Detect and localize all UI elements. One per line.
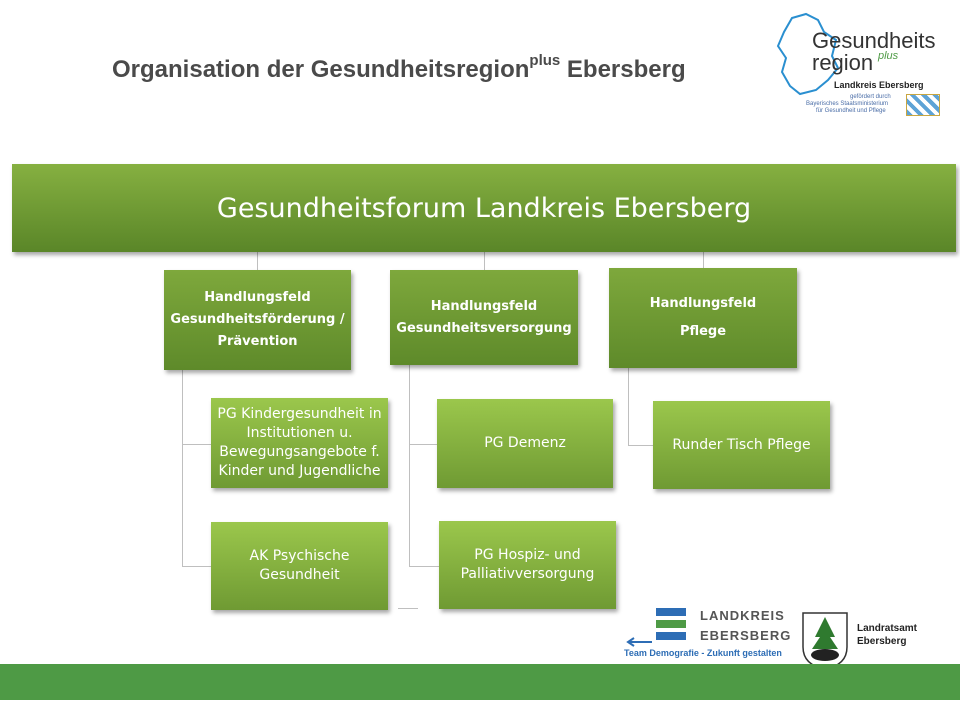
group-label: PG Hospiz- und xyxy=(474,547,581,563)
field-label: Handlungsfeld xyxy=(430,298,538,314)
field-box-versorgung xyxy=(390,270,578,365)
connector-line xyxy=(257,252,258,270)
group-label: Palliativversorgung xyxy=(460,566,595,582)
landkreis-line2: EBERSBERG xyxy=(700,628,792,643)
logo-funded2: Bayerisches Staatsministerium xyxy=(806,101,889,107)
connector-line xyxy=(703,252,704,268)
gesundheitsregion-logo xyxy=(772,10,952,120)
group-box-kindergesundheit xyxy=(211,398,388,488)
logo-district: Landkreis Ebersberg xyxy=(834,80,924,90)
title-main: Organisation der Gesundheitsregion xyxy=(112,56,530,83)
group-box-psychische-gesundheit xyxy=(211,522,388,610)
connector-line xyxy=(484,252,485,270)
field-label: Gesundheitsförderung / xyxy=(170,312,345,327)
group-box-hospiz xyxy=(439,521,616,609)
logo-plus: plus xyxy=(878,50,899,62)
demografie-logo-icon xyxy=(652,602,692,646)
ebersberg-coat-of-arms-icon xyxy=(801,611,849,671)
connector-line xyxy=(182,370,183,566)
connector-line xyxy=(409,566,439,567)
connector-line xyxy=(398,608,418,609)
group-label: AK Psychische xyxy=(249,548,350,564)
footer-bar xyxy=(0,664,960,700)
group-label: PG Kindergesundheit in xyxy=(217,406,382,422)
group-label: Gesundheit xyxy=(259,567,340,583)
title-superscript: plus xyxy=(529,52,561,69)
forum-label: Gesundheitsforum Landkreis Ebersberg xyxy=(216,192,752,224)
landkreis-line1: LANDKREIS xyxy=(700,608,785,623)
logo-line1: Gesundheits xyxy=(812,28,936,53)
group-box-demenz xyxy=(437,399,613,488)
group-box-runder-tisch xyxy=(653,401,830,489)
field-label: Handlungsfeld xyxy=(204,290,311,305)
office-line1: Landratsamt xyxy=(857,623,918,634)
group-label: Kinder und Jugendliche xyxy=(218,463,381,479)
field-label: Pflege xyxy=(679,324,727,339)
forum-box xyxy=(12,164,956,252)
bavarian-coat-of-arms-icon xyxy=(906,94,940,116)
title-suffix: Ebersberg xyxy=(560,56,686,83)
field-box-praevention xyxy=(164,270,351,370)
group-label: PG Demenz xyxy=(484,435,566,451)
connector-line xyxy=(182,566,211,567)
connector-line xyxy=(628,368,629,445)
logo-funded1: gefördert durch xyxy=(850,94,891,100)
connector-line xyxy=(182,444,211,445)
field-label: Gesundheitsversorgung xyxy=(396,320,572,336)
page-title xyxy=(112,52,686,84)
field-label: Handlungsfeld xyxy=(649,296,757,311)
office-line2: Ebersberg xyxy=(857,636,907,647)
logo-line2: region xyxy=(812,50,874,75)
logo-funded3: für Gesundheit und Pflege xyxy=(816,108,886,114)
group-label: Institutionen u. xyxy=(246,425,353,441)
connector-line xyxy=(628,445,653,446)
landkreis-tagline: Team Demografie - Zukunft gestalten xyxy=(624,648,782,658)
connector-line xyxy=(409,444,437,445)
field-label: Prävention xyxy=(217,334,298,349)
arrow-icon xyxy=(624,636,654,648)
group-label: Runder Tisch Pflege xyxy=(672,436,811,453)
group-label: Bewegungsangebote f. xyxy=(219,444,380,460)
field-box-pflege xyxy=(609,268,797,368)
connector-line xyxy=(409,365,410,566)
landkreis-logo xyxy=(624,602,796,662)
